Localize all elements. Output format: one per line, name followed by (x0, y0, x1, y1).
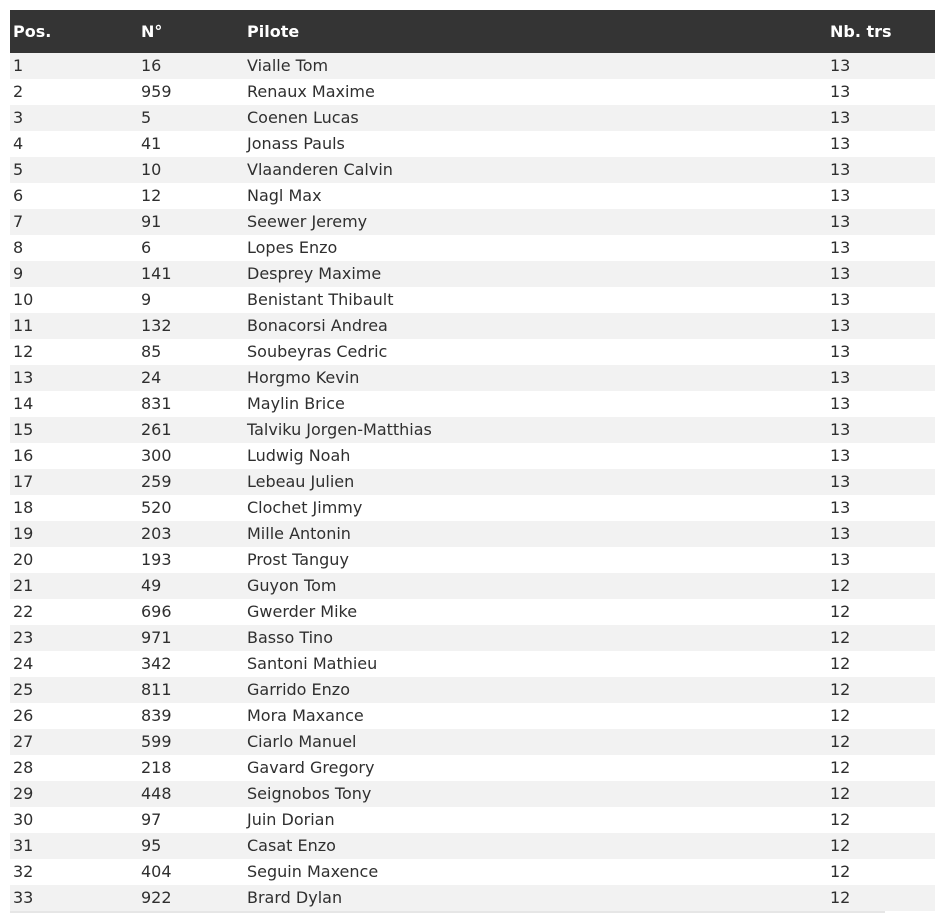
table-row[interactable] (10, 365, 935, 391)
cell-laps: 12 (830, 810, 851, 829)
cell-pilot: Seignobos Tony (247, 784, 372, 803)
table-row[interactable] (10, 443, 935, 469)
cell-number: 10 (141, 160, 162, 179)
cell-number: 12 (141, 186, 162, 205)
cell-laps: 13 (830, 472, 851, 491)
cell-pilot: Santoni Mathieu (247, 654, 378, 673)
cell-number: 959 (141, 82, 172, 101)
cell-laps: 12 (830, 888, 851, 907)
cell-pilot: Talviku Jorgen-Matthias (247, 420, 432, 439)
table-row[interactable] (10, 157, 935, 183)
cell-pilot: Vialle Tom (247, 56, 329, 75)
cell-position: 11 (13, 316, 34, 335)
cell-laps: 13 (830, 446, 851, 465)
cell-laps: 13 (830, 368, 851, 387)
cell-laps: 12 (830, 680, 851, 699)
cell-number: 41 (141, 134, 162, 153)
table-row[interactable] (10, 495, 935, 521)
cell-laps: 12 (830, 602, 851, 621)
cell-laps: 13 (830, 134, 851, 153)
cell-number: 6 (141, 238, 152, 257)
cell-pilot: Basso Tino (247, 628, 333, 647)
cell-number: 300 (141, 446, 172, 465)
cell-laps: 13 (830, 160, 851, 179)
cell-position: 14 (13, 394, 34, 413)
cell-laps: 13 (830, 524, 851, 543)
cell-pilot: Brard Dylan (247, 888, 343, 907)
cell-pilot: Seguin Maxence (247, 862, 379, 881)
cell-pilot: Horgmo Kevin (247, 368, 360, 387)
cell-position: 26 (13, 706, 34, 725)
cell-number: 599 (141, 732, 172, 751)
cell-laps: 13 (830, 56, 851, 75)
cell-position: 21 (13, 576, 34, 595)
cell-pilot: Maylin Brice (247, 394, 345, 413)
cell-pilot: Ludwig Noah (247, 446, 351, 465)
cell-laps: 13 (830, 342, 851, 361)
cell-number: 811 (141, 680, 172, 699)
cell-pilot: Lebeau Julien (247, 472, 355, 491)
column-header-number[interactable]: N° (141, 22, 163, 41)
cell-laps: 13 (830, 186, 851, 205)
cell-number: 971 (141, 628, 172, 647)
cell-number: 261 (141, 420, 172, 439)
cell-number: 404 (141, 862, 172, 881)
cell-laps: 13 (830, 498, 851, 517)
cell-position: 32 (13, 862, 34, 881)
cell-number: 839 (141, 706, 172, 725)
cell-laps: 13 (830, 420, 851, 439)
table-row[interactable] (10, 183, 935, 209)
table-row[interactable] (10, 859, 935, 885)
cell-position: 19 (13, 524, 34, 543)
cell-number: 95 (141, 836, 162, 855)
cell-position: 31 (13, 836, 34, 855)
cell-laps: 13 (830, 290, 851, 309)
cell-pilot: Casat Enzo (247, 836, 336, 855)
cell-position: 33 (13, 888, 34, 907)
cell-number: 85 (141, 342, 162, 361)
cell-number: 91 (141, 212, 162, 231)
column-header-position[interactable]: Pos. (13, 22, 52, 41)
cell-position: 16 (13, 446, 34, 465)
cell-position: 2 (13, 82, 24, 101)
cell-number: 203 (141, 524, 172, 543)
cell-position: 28 (13, 758, 34, 777)
table-row[interactable] (10, 79, 935, 105)
cell-pilot: Benistant Thibault (247, 290, 394, 309)
cell-position: 23 (13, 628, 34, 647)
cell-position: 20 (13, 550, 34, 569)
cell-number: 696 (141, 602, 172, 621)
cell-pilot: Juin Dorian (247, 810, 335, 829)
cell-position: 22 (13, 602, 34, 621)
table-row[interactable] (10, 703, 935, 729)
cell-position: 30 (13, 810, 34, 829)
results-table (10, 10, 935, 911)
table-bottom-border (10, 911, 885, 913)
cell-position: 18 (13, 498, 34, 517)
cell-number: 9 (141, 290, 152, 309)
cell-pilot: Ciarlo Manuel (247, 732, 357, 751)
table-row[interactable] (10, 651, 935, 677)
cell-position: 5 (13, 160, 24, 179)
cell-number: 831 (141, 394, 172, 413)
cell-number: 16 (141, 56, 162, 75)
cell-pilot: Mora Maxance (247, 706, 364, 725)
cell-number: 24 (141, 368, 162, 387)
cell-number: 193 (141, 550, 172, 569)
cell-laps: 13 (830, 212, 851, 231)
cell-pilot: Lopes Enzo (247, 238, 338, 257)
cell-pilot: Prost Tanguy (247, 550, 349, 569)
cell-pilot: Clochet Jimmy (247, 498, 363, 517)
cell-position: 4 (13, 134, 24, 153)
cell-number: 520 (141, 498, 172, 517)
cell-position: 29 (13, 784, 34, 803)
cell-number: 132 (141, 316, 172, 335)
cell-pilot: Seewer Jeremy (247, 212, 368, 231)
cell-number: 141 (141, 264, 172, 283)
cell-laps: 12 (830, 706, 851, 725)
cell-position: 13 (13, 368, 34, 387)
table-body (10, 53, 935, 911)
table-row[interactable] (10, 235, 935, 261)
table-row[interactable] (10, 287, 935, 313)
cell-position: 17 (13, 472, 34, 491)
cell-laps: 13 (830, 394, 851, 413)
cell-laps: 12 (830, 758, 851, 777)
table-row[interactable] (10, 521, 935, 547)
cell-pilot: Mille Antonin (247, 524, 351, 543)
table-row[interactable] (10, 729, 935, 755)
table-row[interactable] (10, 547, 935, 573)
cell-number: 49 (141, 576, 162, 595)
cell-position: 27 (13, 732, 34, 751)
table-row[interactable] (10, 209, 935, 235)
table-row[interactable] (10, 417, 935, 443)
cell-pilot: Nagl Max (247, 186, 322, 205)
cell-laps: 12 (830, 732, 851, 751)
cell-laps: 13 (830, 550, 851, 569)
table-row[interactable] (10, 625, 935, 651)
cell-laps: 12 (830, 784, 851, 803)
cell-number: 97 (141, 810, 162, 829)
table-row[interactable] (10, 391, 935, 417)
cell-position: 10 (13, 290, 34, 309)
header-row (10, 10, 935, 53)
cell-position: 9 (13, 264, 24, 283)
table-row[interactable] (10, 573, 935, 599)
cell-laps: 12 (830, 836, 851, 855)
cell-pilot: Coenen Lucas (247, 108, 359, 127)
cell-pilot: Vlaanderen Calvin (247, 160, 393, 179)
table-row[interactable] (10, 339, 935, 365)
table-row[interactable] (10, 599, 935, 625)
results-table-container (10, 10, 892, 911)
table-row[interactable] (10, 807, 935, 833)
table-row[interactable] (10, 105, 935, 131)
cell-number: 342 (141, 654, 172, 673)
column-header-pilot[interactable]: Pilote (247, 22, 300, 41)
cell-position: 8 (13, 238, 24, 257)
cell-number: 218 (141, 758, 172, 777)
cell-laps: 12 (830, 862, 851, 881)
cell-laps: 12 (830, 654, 851, 673)
cell-position: 1 (13, 56, 24, 75)
cell-pilot: Jonass Pauls (247, 134, 345, 153)
cell-position: 12 (13, 342, 34, 361)
table-row[interactable] (10, 469, 935, 495)
cell-position: 7 (13, 212, 24, 231)
cell-pilot: Desprey Maxime (247, 264, 382, 283)
table-row[interactable] (10, 833, 935, 859)
cell-position: 3 (13, 108, 24, 127)
cell-pilot: Guyon Tom (247, 576, 337, 595)
table-row[interactable] (10, 781, 935, 807)
cell-pilot: Soubeyras Cedric (247, 342, 388, 361)
cell-number: 259 (141, 472, 172, 491)
cell-position: 25 (13, 680, 34, 699)
cell-position: 6 (13, 186, 24, 205)
cell-pilot: Gwerder Mike (247, 602, 358, 621)
cell-laps: 12 (830, 628, 851, 647)
table-row[interactable] (10, 313, 935, 339)
table-row[interactable] (10, 53, 935, 79)
cell-pilot: Bonacorsi Andrea (247, 316, 388, 335)
cell-pilot: Renaux Maxime (247, 82, 375, 101)
cell-laps: 13 (830, 82, 851, 101)
cell-pilot: Gavard Gregory (247, 758, 375, 777)
cell-number: 922 (141, 888, 172, 907)
table-row[interactable] (10, 131, 935, 157)
table-header (10, 10, 935, 53)
table-row[interactable] (10, 885, 935, 911)
cell-laps: 12 (830, 576, 851, 595)
cell-position: 24 (13, 654, 34, 673)
table-row[interactable] (10, 755, 935, 781)
cell-pilot: Garrido Enzo (247, 680, 350, 699)
table-row[interactable] (10, 261, 935, 287)
cell-number: 5 (141, 108, 152, 127)
cell-laps: 13 (830, 108, 851, 127)
cell-position: 15 (13, 420, 34, 439)
column-header-laps[interactable]: Nb. trs (830, 22, 892, 41)
cell-laps: 13 (830, 316, 851, 335)
table-row[interactable] (10, 677, 935, 703)
cell-laps: 13 (830, 264, 851, 283)
cell-number: 448 (141, 784, 172, 803)
cell-laps: 13 (830, 238, 851, 257)
